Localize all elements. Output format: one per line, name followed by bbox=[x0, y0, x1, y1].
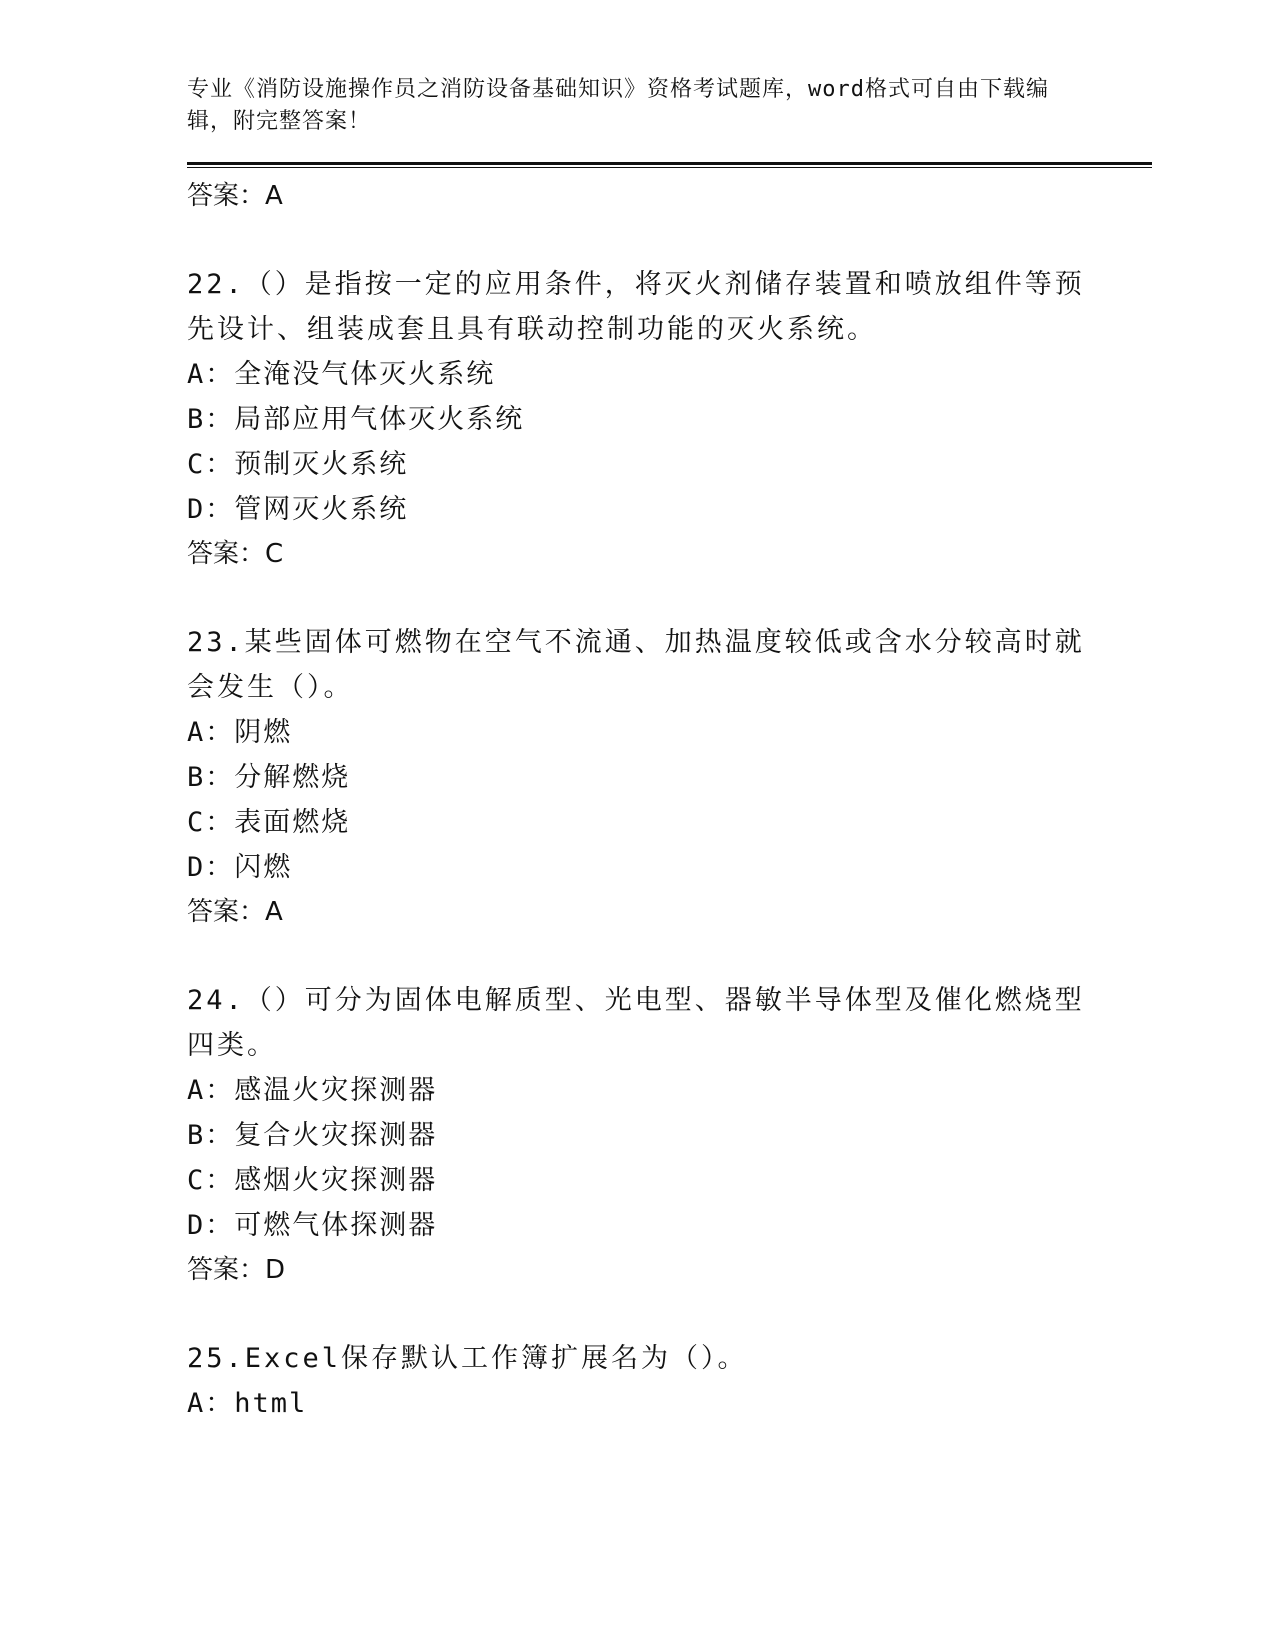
question-25 bbox=[187, 1336, 1147, 1426]
option-b: B：局部应用气体灭火系统 bbox=[187, 404, 525, 435]
option-a: A：全淹没气体灭火系统 bbox=[187, 359, 496, 390]
option-c: C：预制灭火系统 bbox=[187, 449, 409, 480]
question-22 bbox=[187, 262, 1147, 576]
question-stem: 24.（）可分为固体电解质型、光电型、器敏半导体型及催化燃烧型四类。 bbox=[187, 985, 1085, 1061]
option-b: B：复合火灾探测器 bbox=[187, 1120, 438, 1151]
option-c: C：表面燃烧 bbox=[187, 807, 351, 838]
question-23 bbox=[187, 620, 1147, 934]
option-a: A：感温火灾探测器 bbox=[187, 1075, 438, 1106]
answer-line: 答案：D bbox=[187, 1255, 286, 1285]
question-stem: 25.Excel保存默认工作簿扩展名为（）。 bbox=[187, 1343, 748, 1374]
answer-line: 答案：C bbox=[187, 539, 284, 569]
header-divider bbox=[187, 162, 1152, 168]
answer-line: 答案：A bbox=[187, 897, 283, 927]
option-a: A：html bbox=[187, 1388, 308, 1419]
option-d: D：管网灭火系统 bbox=[187, 494, 409, 525]
option-c: C：感烟火灾探测器 bbox=[187, 1165, 438, 1196]
document-header: 专业《消防设施操作员之消防设备基础知识》资格考试题库，word格式可自由下载编辑，附完整答案！ bbox=[187, 77, 1049, 134]
question-24 bbox=[187, 978, 1147, 1292]
question-stem: 23.某些固体可燃物在空气不流通、加热温度较低或含水分较高时就会发生（）。 bbox=[187, 627, 1085, 703]
option-a: A：阴燃 bbox=[187, 717, 293, 748]
option-d: D：可燃气体探测器 bbox=[187, 1210, 438, 1241]
document-page bbox=[187, 74, 1147, 1426]
answer-line: 答案：A bbox=[187, 181, 283, 211]
option-d: D：闪燃 bbox=[187, 852, 293, 883]
question-stem: 22.（）是指按一定的应用条件，将灭火剂储存装置和喷放组件等预先设计、组装成套且具有联动控制功能的灭火系统。 bbox=[187, 269, 1085, 345]
option-b: B：分解燃烧 bbox=[187, 762, 351, 793]
